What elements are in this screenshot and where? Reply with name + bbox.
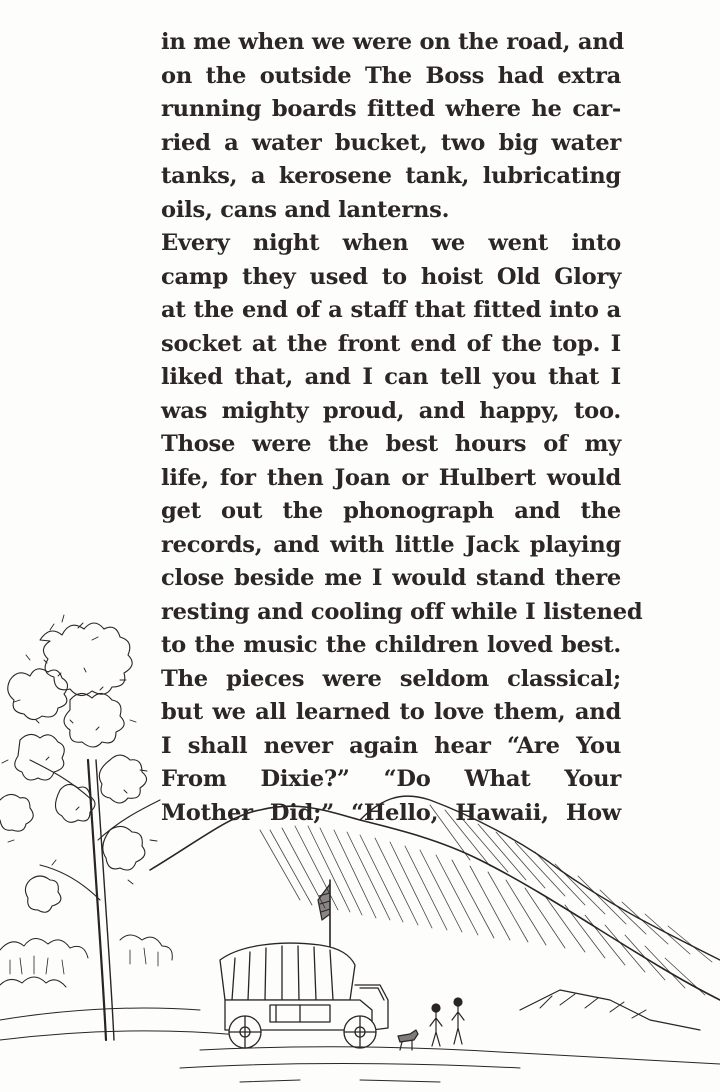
text-line: but we all learned to love them, and	[161, 699, 621, 725]
ground	[180, 1047, 720, 1082]
text-line: resting and cooling off while I listened	[161, 598, 643, 625]
figures	[398, 998, 464, 1050]
text-line: camp they used to hoist Old Glory	[161, 263, 621, 290]
flag	[318, 880, 330, 950]
text-line: to the music the children loved best.	[161, 632, 621, 658]
text-line: life, for then Joan or Hulbert would	[161, 464, 621, 491]
text-line: running boards fitted where he car-	[161, 96, 621, 122]
paragraph-2	[161, 227, 643, 830]
text-line: Those were the best hours of my	[161, 431, 621, 457]
body-text	[161, 26, 643, 830]
covered-wagon-truck	[220, 943, 388, 1048]
text-line: on the outside The Boss had extra	[161, 62, 621, 89]
bushes	[0, 935, 240, 1040]
text-line: socket at the front end of the top. I	[161, 330, 621, 357]
text-line: The pieces were seldom classical;	[161, 665, 621, 692]
text-line: records, and with little Jack playing	[161, 531, 621, 558]
text-line: get out the phonograph and the	[161, 498, 621, 524]
tree	[0, 615, 160, 1040]
text-line: tanks, a kerosene tank, lubricating	[161, 163, 621, 189]
text-line: close beside me I would stand there	[161, 565, 621, 591]
text-line: in me when we were on the road, and	[161, 29, 624, 55]
text-line: ried a water bucket, two big water	[161, 129, 621, 156]
text-line: From Dixie?” “Do What Your	[161, 766, 621, 792]
text-line: at the end of a staff that fitted into a	[161, 297, 621, 323]
paragraph-1	[161, 26, 624, 227]
text-line: Every night when we went into	[161, 230, 621, 256]
text-line: liked that, and I can tell you that I	[161, 364, 621, 390]
text-line: I shall never again hear “Are You	[161, 732, 621, 759]
text-line: oils, cans and lanterns.	[161, 196, 450, 223]
text-line: Mother Did;” “Hello, Hawaii, How	[161, 799, 621, 826]
text-line: was mighty proud, and happy, too.	[161, 397, 621, 424]
